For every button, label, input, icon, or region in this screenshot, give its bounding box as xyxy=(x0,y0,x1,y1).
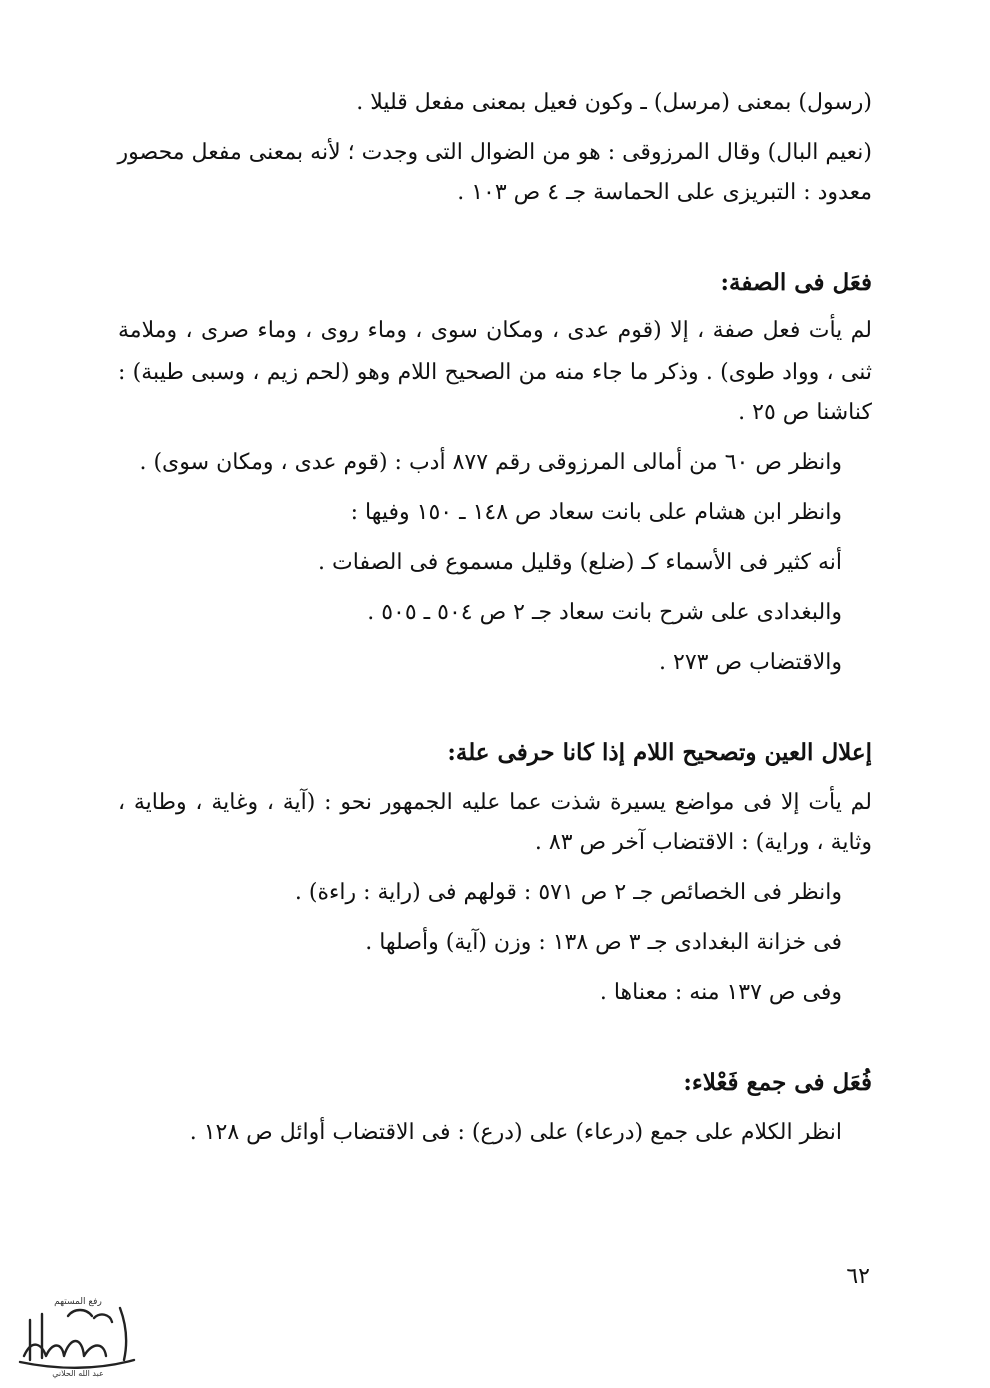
text-line-14: وانظر فى الخصائص جـ ٢ ص ٥٧١ : قولهم فى (راية : راءة) . xyxy=(294,880,842,905)
text-line-3: معدود : التبريزى على الحماسة جـ ٤ ص ١٠٣ . xyxy=(457,180,872,205)
text-line-1: (رسول) بمعنى (مرسل) ـ وكون فعيل بمعنى مفعل قليلا . xyxy=(356,90,872,115)
watermark-text: رفع المستهم xyxy=(54,1297,102,1307)
text-line-15: فى خزانة البغدادى جـ ٣ ص ١٣٨ : وزن (آية) وأصلها . xyxy=(365,930,842,955)
section-heading-1: فعَل فى الصفة: xyxy=(720,269,872,296)
section-heading-3: فُعَل فى جمع فَعْلاء: xyxy=(683,1069,872,1096)
text-line-8: وانظر ابن هشام على بانت سعاد ص ١٤٨ ـ ١٥٠ وفيها : xyxy=(350,500,842,525)
text-line-12: لم يأت إلا فى مواضع يسيرة شذت عما عليه الجمهور نحو : (آية ، وغاية ، وطاية ، xyxy=(118,790,872,815)
text-line-6: كناشنا ص ٢٥ . xyxy=(738,400,872,425)
text-line-10: والبغدادى على شرح بانت سعاد جـ ٢ ص ٥٠٤ ـ ٥٠٥ . xyxy=(367,600,842,625)
text-line-7: وانظر ص ٦٠ من أمالى المرزوقى رقم ٨٧٧ أدب : (قوم عدى ، ومكان سوى) . xyxy=(139,450,842,475)
page-number: ٦٢ xyxy=(846,1264,870,1289)
library-stamp-icon xyxy=(8,1290,148,1380)
text-line-13: وثاية ، وراية) : الاقتضاب آخر ص ٨٣ . xyxy=(534,830,872,855)
text-line-4: لم يأت فعل صفة ، إلا (قوم عدى ، ومكان سوى ، وماء روى ، وماء صرى ، وملامة xyxy=(118,318,873,343)
text-line-17: انظر الكلام على جمع (درعاء) على (درع) : فى الاقتضاب أوائل ص ١٢٨ . xyxy=(189,1120,842,1145)
text-line-5: ثنى ، وواد طوى) . وذكر ما جاء منه من الصحيح اللام وهو (لحم زيم ، وسبى طيبة) : xyxy=(118,360,872,385)
watermark-subtext: عبد الله الحلاني xyxy=(52,1369,104,1378)
text-line-2: (نعيم البال) وقال المرزوقى : هو من الضوال التى وجدت ؛ لأنه بمعنى مفعل محصور xyxy=(117,140,872,165)
text-line-9: أنه كثير فى الأسماء كـ (ضلع) وقليل مسموع فى الصفات . xyxy=(318,550,842,575)
text-line-16: وفى ص ١٣٧ منه : معناها . xyxy=(599,980,842,1005)
section-heading-2: إعلال العين وتصحيح اللام إذا كانا حرفى علة: xyxy=(447,739,872,766)
text-line-11: والاقتضاب ص ٢٧٣ . xyxy=(659,650,842,675)
